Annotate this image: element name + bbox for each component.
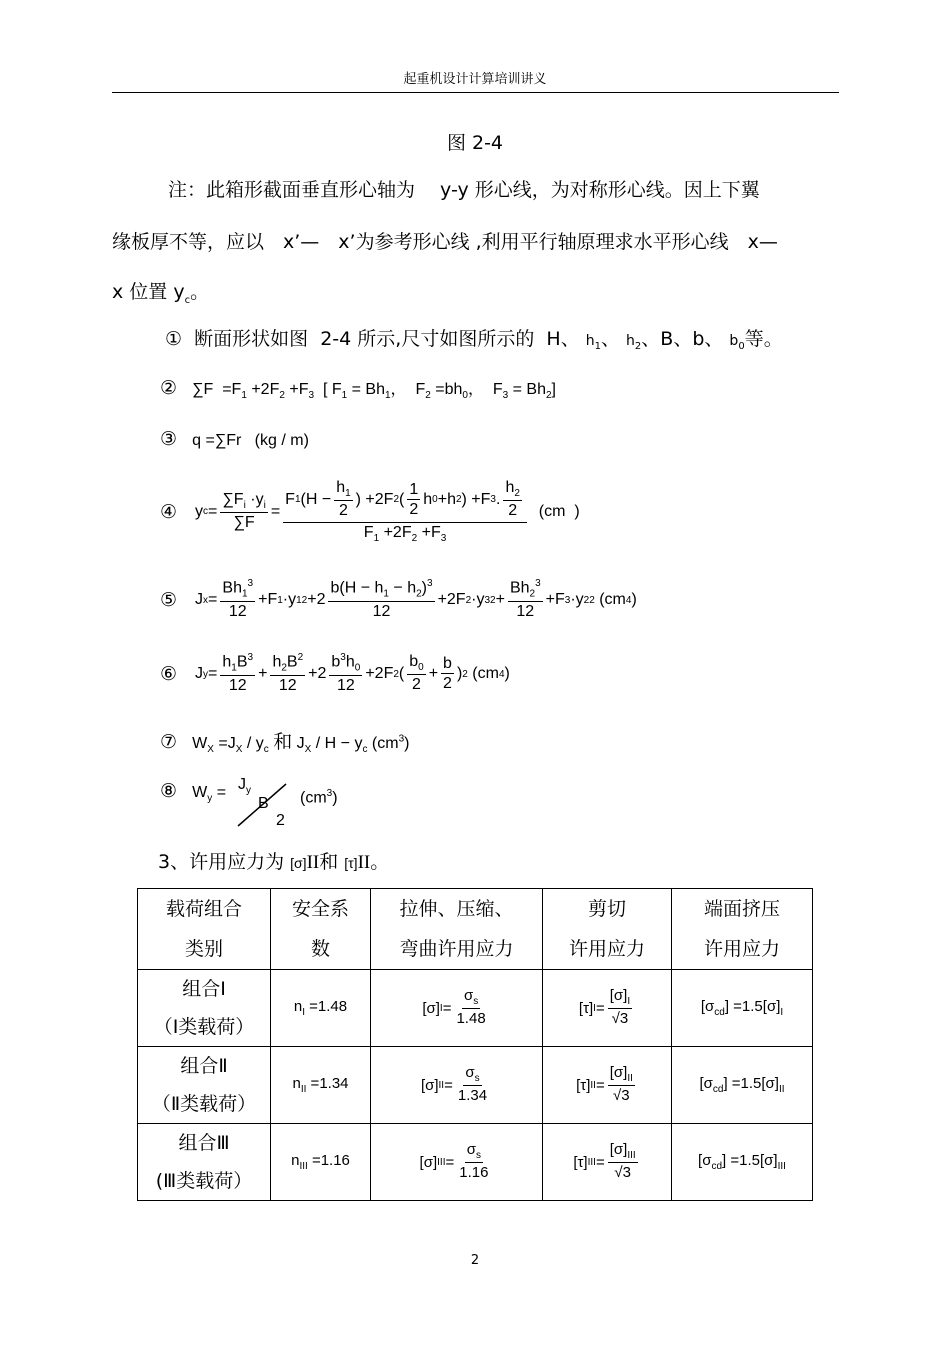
- tension-stress-cell: [σ] I = $\frac{\sigma_s}{1.48}$: [371, 970, 543, 1047]
- table-row: [138, 1047, 813, 1124]
- item-5: ⑤ J x = $\frac{Bh_1^3}{12}$ +F 1 ·y 1 2 +2 $\frac{b(H - h_1 - h_2)^3}{12}$ +2F 2 ·y 3 2 + $\frac{Bh_2^3}{12}$ +F 3 ·y 2 2 (cm 4 ): [160, 578, 637, 620]
- note-line-3: x 位置 $y_c$。: [112, 281, 210, 306]
- wy-denominator-2: 2: [276, 812, 285, 829]
- item-number: ①: [165, 328, 183, 350]
- figure-label: 图 2-4: [446, 132, 504, 154]
- safety-factor-cell: $n_{III} =1.16$: [271, 1124, 371, 1201]
- section-heading: 3、许用应力为 [σ]II和 [τ]II。: [158, 851, 390, 873]
- tension-stress-cell: [σ] II = $\frac{\sigma_s}{1.34}$: [371, 1047, 543, 1124]
- item-1: ① 断面形状如图 2-4 所示,尺寸如图所示的 H、 $h_1$、 $h_2$、B、b、 $b_0$等。: [165, 328, 783, 352]
- item-7: ⑦ $W_X =J_X / y_c$ 和 $J_X / H - y_c$ $(cm^3)$: [160, 731, 410, 756]
- safety-factor-cell: $n_I =1.48$: [271, 970, 371, 1047]
- wy-denominator-b: B: [258, 795, 269, 812]
- page-number: 2: [470, 1253, 480, 1268]
- header-shear-stress: 剪切 许用应力: [543, 889, 672, 970]
- table-row: [138, 970, 813, 1047]
- item-number: ③: [160, 428, 178, 450]
- tension-stress-cell: [σ] III = $\frac{\sigma_s}{1.16}$: [371, 1124, 543, 1201]
- wy-numerator: $J_y$: [238, 776, 251, 797]
- allowable-stress-table: [137, 888, 813, 1201]
- item-number: ⑤: [160, 589, 178, 612]
- item-4: ④ y c = $\frac{\sum F_i \cdot y_i}{\sum F}$ = F 1 (H − $\frac{h_1}{2}$ ) +2F 2 ( $\frac{1}{2}$ h 0 +h 2 ) +F 3 . $\frac{h_2}{2}$ $F_1 +2F_2 +F_3$ (cm ): [160, 479, 580, 545]
- bearing-stress-cell: $[\sigma_{cd}] =1.5[\sigma]_{III}$: [672, 1124, 813, 1201]
- combination-name: 组合Ⅱ （Ⅱ类载荷）: [138, 1047, 271, 1124]
- header-bearing-stress: 端面挤压 许用应力: [672, 889, 813, 970]
- item-6: ⑥ J y = $\frac{h_1B^3}{12}$ + $\frac{h_2B^2}{12}$ +2 $\frac{b^3h_0}{12}$ +2F 2 ( $\frac{b_0}{2}$ + $\frac{b}{2}$ ) 2 (cm 4 ): [160, 652, 510, 694]
- wy-unit: $(cm^3)$: [300, 788, 338, 807]
- item-number: ⑦: [160, 731, 178, 753]
- note-line-2: 缘板厚不等，应以 x’— x’为参考形心线 ,利用平行轴原理求水平形心线 x—: [112, 231, 778, 253]
- combination-name: 组合Ⅰ （Ⅰ类载荷）: [138, 970, 271, 1047]
- header-rule: [112, 92, 839, 93]
- bearing-stress-cell: $[\sigma_{cd}] =1.5[\sigma]_I$: [672, 970, 813, 1047]
- note-line-1: 注：此箱形截面垂直形心轴为 y-y 形心线，为对称形心线。因上下翼: [168, 179, 760, 201]
- shear-stress-cell: [τ] I = $\frac{[\sigma]_I}{√3}$: [543, 970, 672, 1047]
- table-row: [138, 1124, 813, 1201]
- header-load-combination: 载荷组合 类别: [138, 889, 271, 970]
- table-header-row: [138, 889, 813, 970]
- shear-stress-cell: [τ] III = $\frac{[\sigma]_{III}}{√3}$: [543, 1124, 672, 1201]
- item-number: ⑧: [160, 780, 178, 802]
- item-2: ② $\sum F =F_1 +2F_2 +F_3$ [ $F_1 = Bh_1$， $F_2 =bh_0$， $F_3 = Bh_2$]: [160, 377, 556, 402]
- item-8: ⑧ $W_y$ =: [160, 780, 227, 805]
- item-number: ④: [160, 500, 178, 523]
- safety-factor-cell: $n_{II} =1.34$: [271, 1047, 371, 1124]
- item-number: ⑥: [160, 663, 178, 686]
- shear-stress-cell: [τ] II = $\frac{[\sigma]_{II}}{√3}$: [543, 1047, 672, 1124]
- item-3: ③ q =∑Fr (kg / m): [160, 428, 309, 450]
- item-number: ②: [160, 377, 178, 399]
- page-header: 起重机设计计算培训讲义: [403, 72, 547, 87]
- bearing-stress-cell: $[\sigma_{cd}] =1.5[\sigma]_{II}$: [672, 1047, 813, 1124]
- combination-name: 组合Ⅲ (Ⅲ类载荷）: [138, 1124, 271, 1201]
- header-tension-stress: 拉伸、压缩、 弯曲许用应力: [371, 889, 543, 970]
- header-safety-factor: 安全系 数: [271, 889, 371, 970]
